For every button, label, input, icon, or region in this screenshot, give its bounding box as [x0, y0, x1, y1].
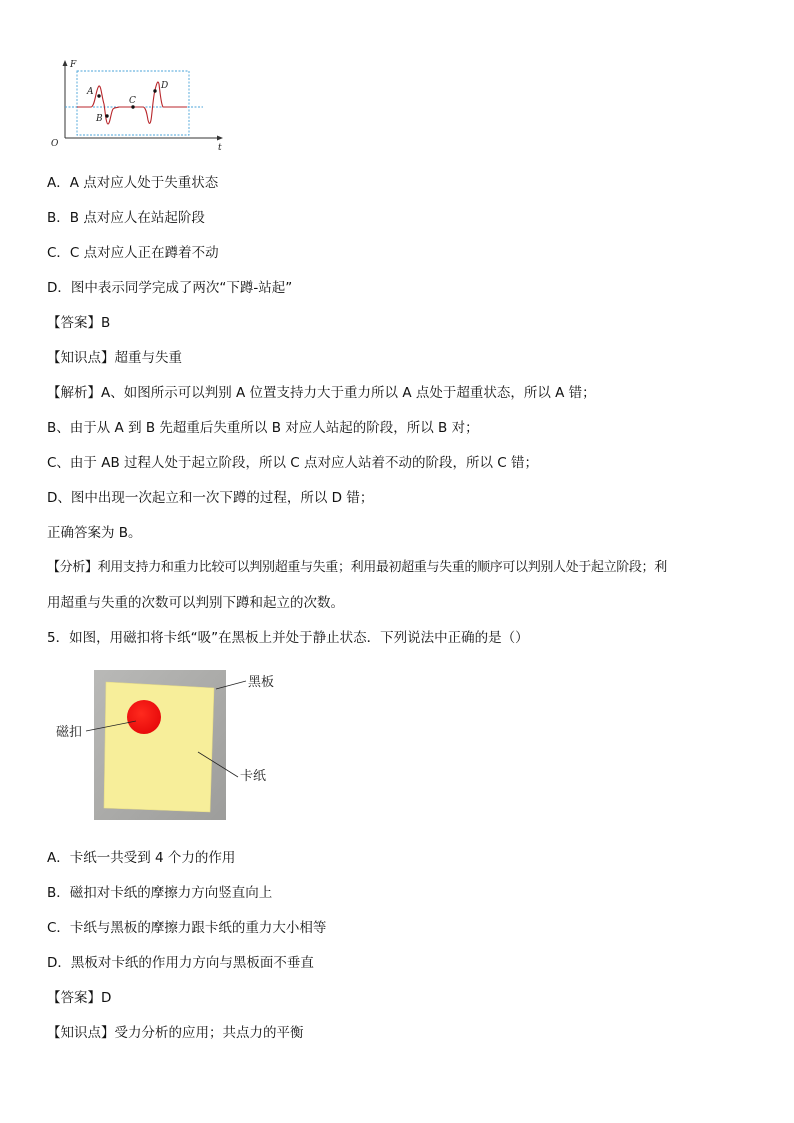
- q4-summary-line-1: 【分析】利用支持力和重力比较可以判别超重与失重；利用最初超重与失重的顺序可以判别人处于起立阶段；利: [47, 560, 667, 575]
- y-axis-arrow: [63, 60, 68, 66]
- q4-option-a: A．A 点对应人处于失重状态: [47, 175, 219, 191]
- q4-summary-line-2: 用超重与失重的次数可以判别下蹲和起立的次数。: [47, 595, 344, 611]
- point-c-label: C: [129, 96, 136, 106]
- blackboard-label: 黑板: [248, 675, 275, 690]
- q5-option-c: C．卡纸与黑板的摩擦力跟卡纸的重力大小相等: [47, 920, 327, 936]
- magnet-button: [127, 700, 161, 734]
- point-d-label: D: [161, 81, 169, 91]
- card-paper: [104, 682, 214, 812]
- q5-stem: 5．如图，用磁扣将卡纸“吸”在黑板上并处于静止状态．下列说法中正确的是（）: [47, 630, 529, 646]
- q4-answer: 【答案】B: [47, 315, 111, 331]
- q4-analysis-line-5: 正确答案为 B。: [47, 525, 142, 541]
- q5-answer: 【答案】D: [47, 990, 112, 1006]
- card-label: 卡纸: [240, 769, 267, 784]
- point-a-marker: [97, 94, 100, 97]
- q5-option-b: B．磁扣对卡纸的摩擦力方向竖直向上: [47, 885, 273, 901]
- q4-analysis-line-1: 【解析】A、如图所示可以判别 A 位置支持力大于重力所以 A 点处于超重状态，所以 A 错；: [47, 385, 596, 401]
- magnet-label: 磁扣: [56, 725, 83, 740]
- x-axis-label: t: [218, 143, 222, 153]
- q5-option-d: D．黑板对卡纸的作用力方向与黑板面不垂直: [47, 955, 314, 971]
- q5-knowledge-point: 【知识点】受力分析的应用；共点力的平衡: [47, 1025, 304, 1041]
- origin-label: O: [51, 139, 59, 149]
- x-axis-arrow: [217, 136, 223, 141]
- point-b-label: B: [96, 114, 103, 124]
- q5-option-a: A．卡纸一共受到 4 个力的作用: [47, 850, 236, 866]
- y-axis-label: F: [70, 60, 77, 70]
- magnet-card-photo: [50, 665, 290, 825]
- force-time-graph: [47, 58, 227, 154]
- point-d-marker: [153, 89, 156, 92]
- q4-analysis-line-4: D、图中出现一次起立和一次下蹲的过程，所以 D 错；: [47, 490, 374, 506]
- point-a-label: A: [87, 87, 94, 97]
- q4-option-d: D．图中表示同学完成了两次“下蹲-站起”: [47, 280, 293, 296]
- q4-knowledge-point: 【知识点】超重与失重: [47, 350, 182, 366]
- point-b-marker: [105, 114, 108, 117]
- q4-option-c: C．C 点对应人正在蹲着不动: [47, 245, 219, 261]
- q4-analysis-line-3: C、由于 AB 过程人处于起立阶段，所以 C 点对应人站着不动的阶段，所以 C 错；: [47, 455, 539, 471]
- q4-option-b: B．B 点对应人在站起阶段: [47, 210, 205, 226]
- q4-analysis-line-2: B、由于从 A 到 B 先超重后失重所以 B 对应人站起的阶段，所以 B 对；: [47, 420, 479, 436]
